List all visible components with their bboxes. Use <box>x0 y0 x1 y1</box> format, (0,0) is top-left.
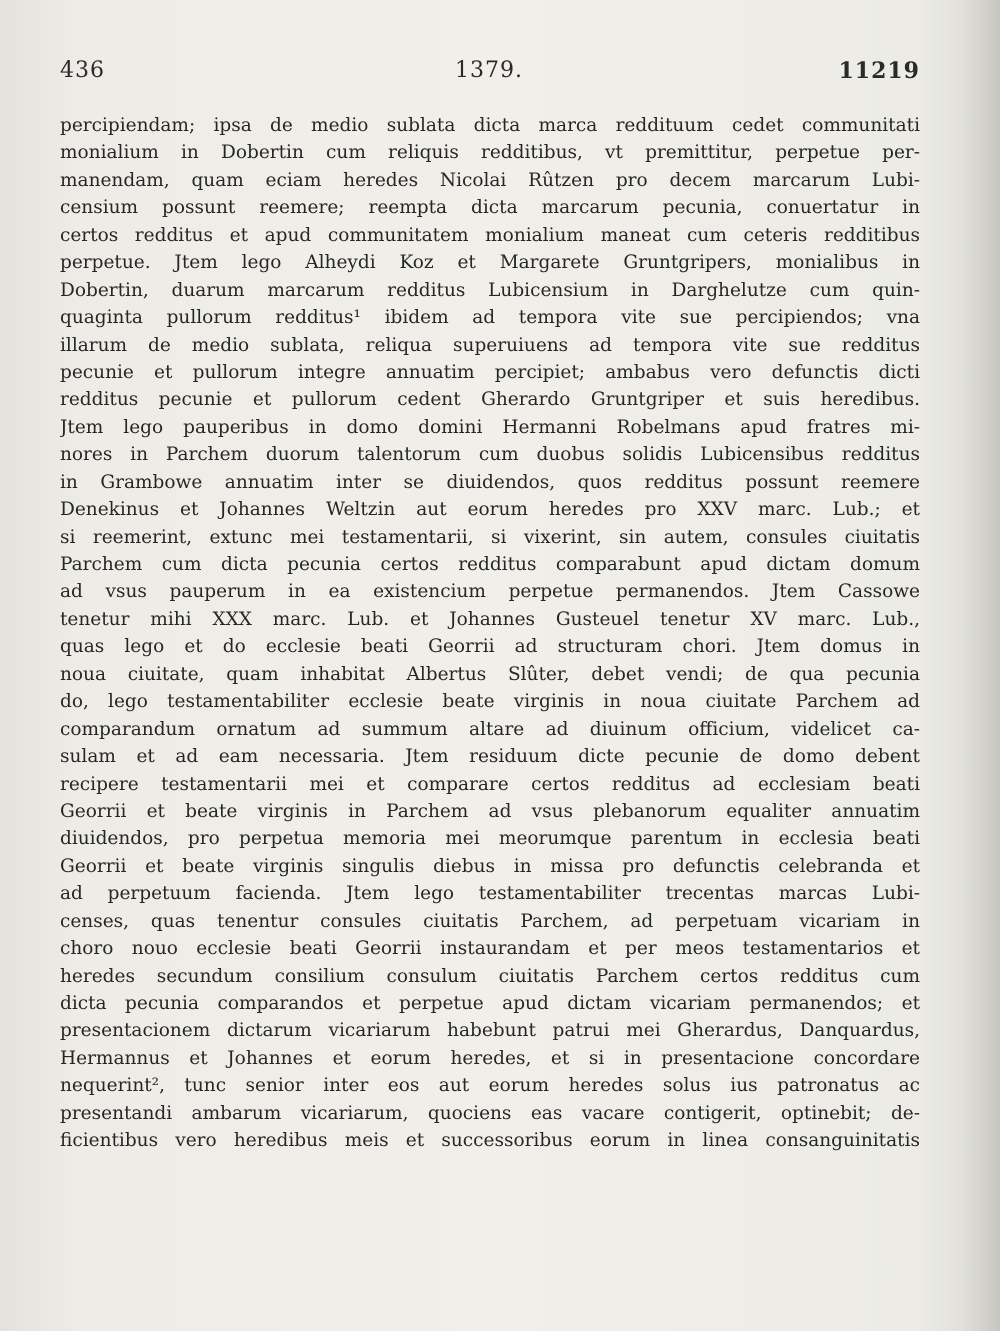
text-line: ad vsus pauperum in ea existencium perpetue permanendos. Jtem Cassowe <box>60 581 920 603</box>
text-line: illarum de medio sublata, reliqua superuiuens ad tempora vite sue redditus <box>60 334 920 356</box>
text-line: presentacionem dictarum vicariarum habebunt patrui mei Gherardus, Danquardus, <box>60 1020 920 1042</box>
text-line: percipiendam; ipsa de medio sublata dicta marca reddituum cedet communitati <box>60 115 920 136</box>
page-number: 436 <box>60 58 105 83</box>
year-heading: 1379. <box>455 58 523 83</box>
text-line: Denekinus et Johannes Weltzin aut eorum heredes pro XXV marc. Lub.; et <box>60 499 920 521</box>
text-line: quas lego et do ecclesie beati Georrii ad structuram chori. Jtem domus in <box>60 636 920 658</box>
text-line: dicta pecunia comparandos et perpetue apud dictam vicariam permanendos; et <box>60 993 920 1014</box>
text-line: redditus pecunie et pullorum cedent Gherardo Gruntgriper et suis heredibus. <box>60 389 920 411</box>
text-line: quaginta pullorum redditus¹ ibidem ad tempora vite sue percipiendos; vna <box>60 307 920 329</box>
text-line: in Grambowe annuatim inter se diuidendos, quos redditus possunt reemere <box>60 471 920 493</box>
text-line: Hermannus et Johannes et eorum heredes, et si in presentacione concordare <box>60 1047 920 1069</box>
text-line: manendam, quam eciam heredes Nicolai Rûtzen pro decem marcarum Lubi- <box>60 169 920 191</box>
text-line: ficientibus vero heredibus meis et successoribus eorum in linea consanguinitatis <box>60 1130 920 1152</box>
text-line: monialium in Dobertin cum reliquis redditibus, vt premittitur, perpetue per- <box>60 142 920 164</box>
text-line: nequerint², tunc senior inter eos aut eorum heredes solus ius patronatus ac <box>60 1075 920 1097</box>
text-line: Georrii et beate virginis in Parchem ad vsus plebanorum equaliter annuatim <box>60 800 920 822</box>
text-line: censes, quas tenentur consules ciuitatis Parchem, ad perpetuam vicariam in <box>60 910 920 932</box>
text-line: nores in Parchem duorum talentorum cum duobus solidis Lubicensibus redditus <box>60 444 920 466</box>
text-line: perpetue. Jtem lego Alheydi Koz et Margarete Gruntgripers, monialibus in <box>60 252 920 274</box>
text-line: si reemerint, extunc mei testamentarii, si vixerint, sin autem, consules ciuitatis <box>60 526 920 548</box>
text-line: Parchem cum dicta pecunia certos redditus comparabunt apud dictam domum <box>60 554 920 575</box>
text-line: diuidendos, pro perpetua memoria mei meorumque parentum in ecclesia beati <box>60 828 920 850</box>
text-line: choro nouo ecclesie beati Georrii instaurandam et per meos testamentarios et <box>60 938 920 960</box>
text-line: pecunie et pullorum integre annuatim percipiet; ambabus vero defunctis dicti <box>60 361 920 383</box>
text-line: noua ciuitate, quam inhabitat Albertus Slûter, debet vendi; de qua pecunia <box>60 663 920 685</box>
document-number: 11219 <box>838 58 920 84</box>
text-line: presentandi ambarum vicariarum, quociens eas vacare contigerit, optinebit; de- <box>60 1102 920 1124</box>
text-line: sulam et ad eam necessaria. Jtem residuum dicte pecunie de domo debent <box>60 746 920 768</box>
text-line: tenetur mihi XXX marc. Lub. et Johannes Gusteuel tenetur XV marc. Lub., <box>60 608 920 630</box>
page-edge-shadow <box>960 0 1000 1331</box>
text-line: Georrii et beate virginis singulis diebus in missa pro defunctis celebranda et <box>60 855 920 877</box>
text-line: recipere testamentarii mei et comparare certos redditus ad ecclesiam beati <box>60 773 920 795</box>
text-line: do, lego testamentabiliter ecclesie beate virginis in noua ciuitate Parchem ad <box>60 691 920 713</box>
text-line: heredes secundum consilium consulum ciuitatis Parchem certos redditus cum <box>60 965 920 987</box>
text-line: certos redditus et apud communitatem monialium maneat cum ceteris redditibus <box>60 224 920 246</box>
body-text <box>60 112 920 1155</box>
running-header <box>60 58 920 92</box>
text-line: Jtem lego pauperibus in domo domini Hermanni Robelmans apud fratres mi- <box>60 416 920 438</box>
text-line: comparandum ornatum ad summum altare ad diuinum officium, videlicet ca- <box>60 718 920 740</box>
text-line: ad perpetuum facienda. Jtem lego testamentabiliter trecentas marcas Lubi- <box>60 883 920 905</box>
text-line: censium possunt reemere; reempta dicta marcarum pecunia, conuertatur in <box>60 197 920 219</box>
text-line: Dobertin, duarum marcarum redditus Lubicensium in Darghelutze cum quin- <box>60 279 920 301</box>
